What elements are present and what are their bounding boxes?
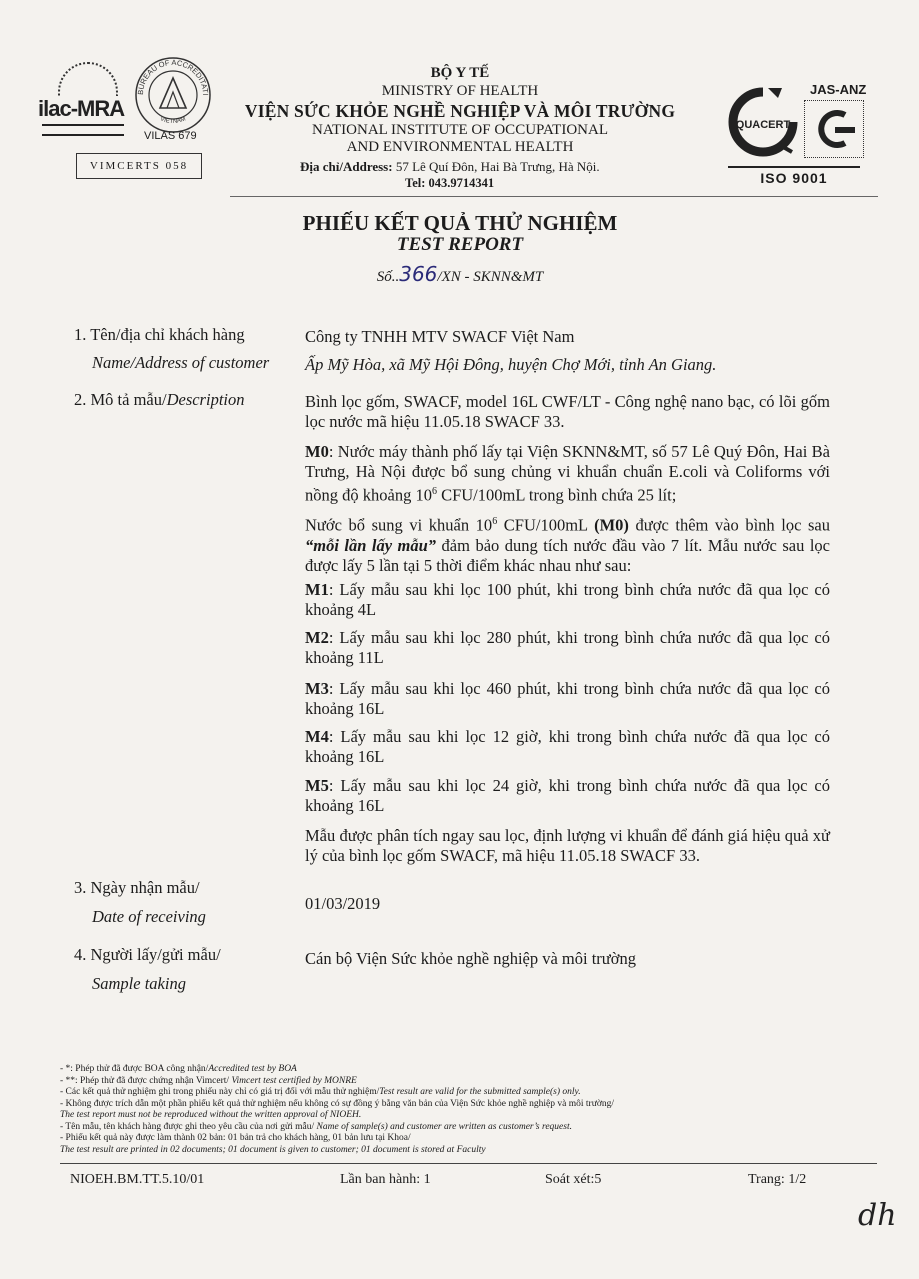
footnote-line: - Tên mẫu, tên khách hàng được ghi theo yêu cầu của nơi gửi mẫu/ Name of sample(s) and customer are written as customer’s request. — [60, 1121, 572, 1132]
description-analysis: Mẫu được phân tích ngay sau lọc, định lượng vi khuẩn để đánh giá hiệu quả xử lý của bình lọc gốm SWACF, mã hiệu 11.05.18 SWACF 33. — [305, 826, 830, 865]
sample-m1: M1: Lấy mẫu sau khi lọc 100 phút, khi trong bình chứa nước đã qua lọc có khoảng 4L — [305, 580, 830, 619]
report-title-vi: PHIẾU KẾT QUẢ THỬ NGHIỆM — [302, 211, 618, 235]
sample-m4: M4: Lấy mẫu sau khi lọc 12 giờ, khi trong bình chứa nước đã qua lọc có khoảng 16L — [305, 727, 830, 766]
institute-en-1: NATIONAL INSTITUTE OF OCCUPATIONAL — [312, 122, 608, 138]
customer-address: Ấp Mỹ Hòa, xã Mỹ Hội Đông, huyện Chợ Mới, tỉnh An Giang. — [305, 355, 717, 374]
svg-text:VIETNAM — [159, 116, 186, 125]
jas-anz-logo — [804, 100, 864, 158]
vilas-code: VILAS 679 — [144, 130, 197, 142]
report-number-handwritten: 366 — [399, 262, 438, 286]
footnote-line: - Phiếu kết quả này được làm thành 02 bản: 01 bản trả cho khách hàng, 01 bản lưu tại Khoa/ — [60, 1133, 411, 1143]
svg-text:BUREAU OF ACCREDITATION — [134, 56, 210, 95]
sampler-label-en: Sample taking — [92, 974, 186, 993]
report-title-en: TEST REPORT — [396, 234, 524, 255]
revision-number: Soát xét:5 — [545, 1172, 602, 1187]
description-label: 2. Mô tả mẫu/Description — [74, 390, 245, 409]
sample-m3: M3: Lấy mẫu sau khi lọc 460 phút, khi trong bình chứa nước đã qua lọc có khoảng 16L — [305, 679, 830, 718]
quacert-text: QUACERT — [735, 119, 791, 131]
footnote-line: - Các kết quả thử nghiệm ghi trong phiếu này chỉ có giá trị đối với mẫu thử nghiệm/Test result are valid for the submitted sample(s) only. — [60, 1087, 581, 1097]
footnote-line: The test result are printed in 02 documents; 01 document is given to customer; 01 document is stored at Faculty — [60, 1144, 486, 1155]
quacert-logo — [728, 82, 798, 164]
jas-anz-label: JAS-ANZ — [810, 82, 867, 97]
sampler-label-vi: 4. Người lấy/gửi mẫu/ — [74, 945, 221, 964]
iso-9001-label: ISO 9001 — [728, 166, 860, 186]
description-p1: Bình lọc gốm, SWACF, model 16L CWF/LT - Công nghệ nano bạc, có lõi gốm lọc nước mã hiệu 11.05.18 SWACF 33. — [305, 392, 830, 431]
boa-accreditation-logo — [134, 56, 212, 134]
sample-m2: M2: Lấy mẫu sau khi lọc 280 phút, khi trong bình chứa nước đã qua lọc có khoảng 11L — [305, 628, 830, 667]
institute-vi: VIỆN SỨC KHỎE NGHỀ NGHIỆP VÀ MÔI TRƯỜNG — [244, 101, 676, 121]
footnote-line: - *: Phép thử đã được BOA công nhận/Accredited test by BOA — [60, 1064, 297, 1074]
receiving-label-en: Date of receiving — [92, 907, 206, 926]
receiving-date: 01/03/2019 — [305, 894, 381, 913]
page-number: Trang: 1/2 — [748, 1172, 807, 1187]
description-p3: Nước bổ sung vi khuẩn $10^6$ CFU/100mL (M0) được thêm vào bình lọc sau “mỗi lần lấy mẫu” đảm bảo dung tích nước đầu vào 7 lít. Mẫu nước sau lọc được lấy 5 lần tại 5 thời điểm khác nhau như sau: — [305, 515, 831, 575]
institute-address: Địa chỉ/Address: 57 Lê Quí Đôn, Hai Bà Trưng, Hà Nội. — [300, 159, 600, 174]
ilac-mra-logo: ilac-MRA — [38, 60, 130, 132]
boa-ring-text: BUREAU OF ACCREDITATI — [135, 57, 211, 96]
institute-tel: Tel: 043.9714341 — [405, 176, 495, 190]
description-m0: M0: Nước máy thành phố lấy tại Viện SKNN&MT, số 57 Lê Quý Đôn, Hai Bà Trưng, Hà Nội được bổ sung chủng vi khuẩn chuẩn E.coli và Coliforms với nồng độ khoảng $10^6$ CFU/100mL trong bình chứa 25 lít; — [305, 442, 830, 505]
boa-bottom-text: VIETNAM — [159, 116, 187, 125]
institute-en-2: AND ENVIRONMENTAL HEALTH — [346, 139, 574, 155]
footnote-line: - Không được trích dẫn một phần phiếu kết quả thử nghiệm nếu không có sự đồng ý bằng văn bản của Viện Sức khỏe nghề nghiệp và môi trường/ — [60, 1098, 615, 1109]
header-divider — [230, 196, 878, 197]
footnote-line: - **: Phép thử đã được chứng nhận Vimcert/ Vimcert test certified by MONRE — [60, 1075, 357, 1086]
ministry-vi: BỘ Y TẾ — [430, 65, 490, 81]
customer-name: Công ty TNHH MTV SWACF Việt Nam — [305, 327, 575, 346]
sampler-value: Cán bộ Viện Sức khỏe nghề nghiệp và môi trường — [305, 949, 636, 968]
vimcerts-box: VIMCERTS 058 — [76, 153, 202, 179]
customer-label-en: Name/Address of customer — [92, 353, 270, 372]
form-code: NIOEH.BM.TT.5.10/01 — [70, 1172, 205, 1187]
footnote-line: The test report must not be reproduced without the written approval of NIOEH. — [60, 1110, 362, 1120]
sample-m5: M5: Lấy mẫu sau khi lọc 24 giờ, khi trong bình chứa nước đã qua lọc có khoảng 16L — [305, 776, 830, 815]
receiving-label-vi: 3. Ngày nhận mẫu/ — [74, 878, 200, 897]
issue-number: Lần ban hành: 1 — [340, 1172, 431, 1187]
signature-initials: dh — [858, 1198, 897, 1233]
footnotes — [60, 1064, 820, 1156]
customer-label-vi: 1. Tên/địa chỉ khách hàng — [74, 325, 245, 344]
report-number: Số..366/XN - SKNN&MT — [376, 262, 544, 286]
ministry-en: MINISTRY OF HEALTH — [381, 83, 539, 99]
footer-divider — [60, 1163, 877, 1164]
